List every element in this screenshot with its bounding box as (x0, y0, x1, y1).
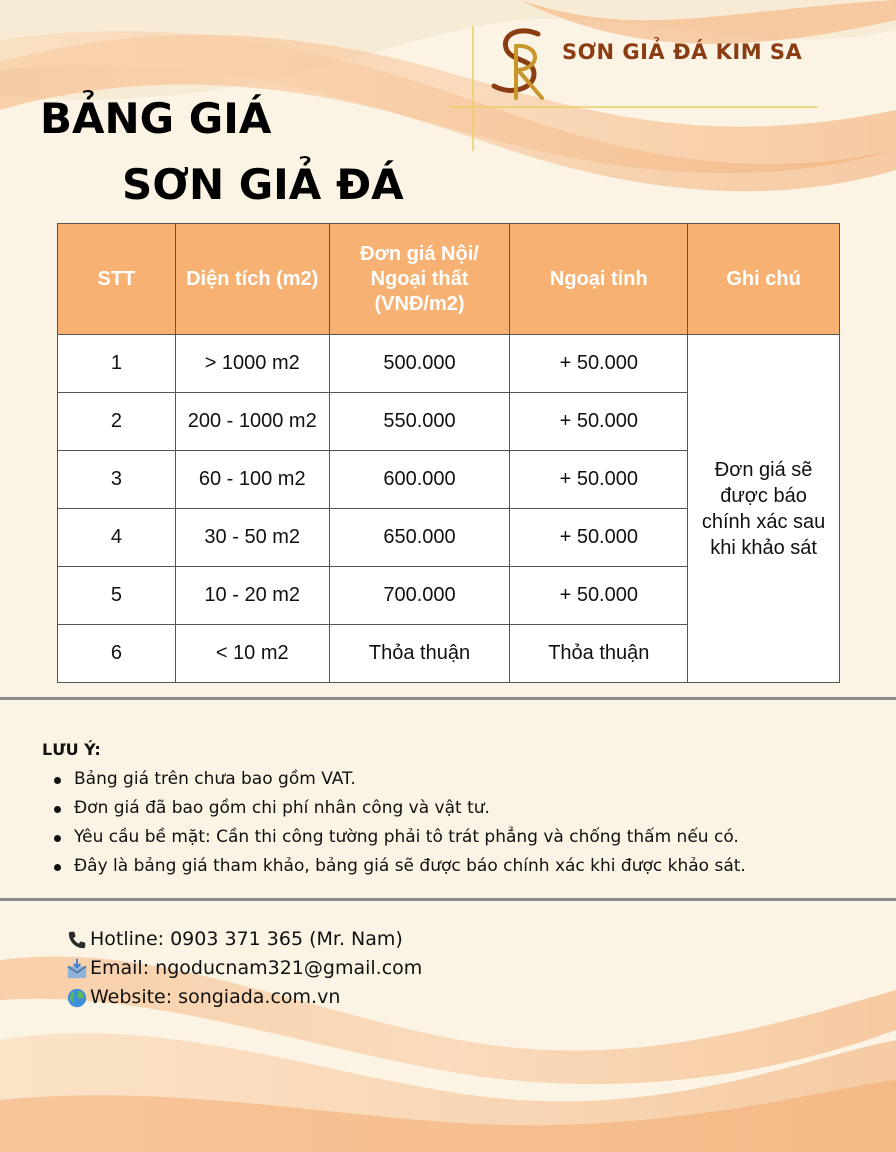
cell-price: 600.000 (329, 451, 510, 509)
column-header: STT (58, 224, 176, 335)
cell-price: Thỏa thuận (329, 625, 510, 683)
decor-line (450, 106, 818, 108)
page-title-line1: BẢNG GIÁ (40, 94, 272, 143)
sr-monogram-icon (480, 24, 560, 104)
phone-icon (66, 929, 88, 951)
contact-website (66, 983, 422, 1012)
cell-province: + 50.000 (510, 393, 688, 451)
notes-section (42, 740, 746, 881)
column-header: Ghi chú (688, 224, 840, 335)
column-header: Ngoại tỉnh (510, 224, 688, 335)
cell-stt: 4 (58, 509, 176, 567)
cell-note: Đơn giá sẽ được báo chính xác sau khi khảo sát (688, 335, 840, 683)
cell-area: 60 - 100 m2 (175, 451, 329, 509)
hotline-text[interactable]: Hotline: 0903 371 365 (Mr. Nam) (90, 928, 403, 950)
cell-province: + 50.000 (510, 335, 688, 393)
page-title-line2: SƠN GIẢ ĐÁ (122, 160, 404, 209)
list-item: Đây là bảng giá tham khảo, bảng giá sẽ được báo chính xác khi được khảo sát. (42, 852, 746, 881)
brand-name: SƠN GIẢ ĐÁ KIM SA (562, 40, 803, 64)
notes-title: LƯU Ý: (42, 740, 101, 759)
contact-section (66, 925, 422, 1012)
table-header-row (58, 224, 840, 335)
cell-province: + 50.000 (510, 451, 688, 509)
column-header: Đơn giá Nội/ Ngoại thất (VNĐ/m2) (329, 224, 510, 335)
cell-stt: 1 (58, 335, 176, 393)
list-item: Bảng giá trên chưa bao gồm VAT. (42, 765, 746, 794)
cell-stt: 6 (58, 625, 176, 683)
cell-area: 30 - 50 m2 (175, 509, 329, 567)
cell-stt: 2 (58, 393, 176, 451)
contact-email (66, 954, 422, 983)
divider (0, 898, 896, 901)
list-item: Đơn giá đã bao gồm chi phí nhân công và vật tư. (42, 794, 746, 823)
cell-stt: 5 (58, 567, 176, 625)
decor-line (472, 26, 474, 151)
cell-price: 650.000 (329, 509, 510, 567)
cell-province: + 50.000 (510, 567, 688, 625)
column-header: Diện tích (m2) (175, 224, 329, 335)
cell-price: 550.000 (329, 393, 510, 451)
contact-hotline (66, 925, 422, 954)
brand-logo (450, 18, 820, 110)
email-inbox-icon (66, 958, 88, 980)
cell-area: < 10 m2 (175, 625, 329, 683)
table-row (58, 335, 840, 393)
globe-icon (66, 987, 88, 1009)
cell-province: Thỏa thuận (510, 625, 688, 683)
price-table (57, 223, 840, 683)
notes-list (42, 765, 746, 881)
cell-area: 10 - 20 m2 (175, 567, 329, 625)
cell-area: 200 - 1000 m2 (175, 393, 329, 451)
cell-price: 500.000 (329, 335, 510, 393)
email-text[interactable]: Email: ngoducnam321@gmail.com (90, 957, 423, 979)
divider (0, 697, 896, 700)
cell-stt: 3 (58, 451, 176, 509)
website-text[interactable]: Website: songiada.com.vn (90, 986, 341, 1008)
cell-area: > 1000 m2 (175, 335, 329, 393)
list-item: Yêu cầu bề mặt: Cần thi công tường phải tô trát phẳng và chống thấm nếu có. (42, 823, 746, 852)
cell-price: 700.000 (329, 567, 510, 625)
cell-province: + 50.000 (510, 509, 688, 567)
